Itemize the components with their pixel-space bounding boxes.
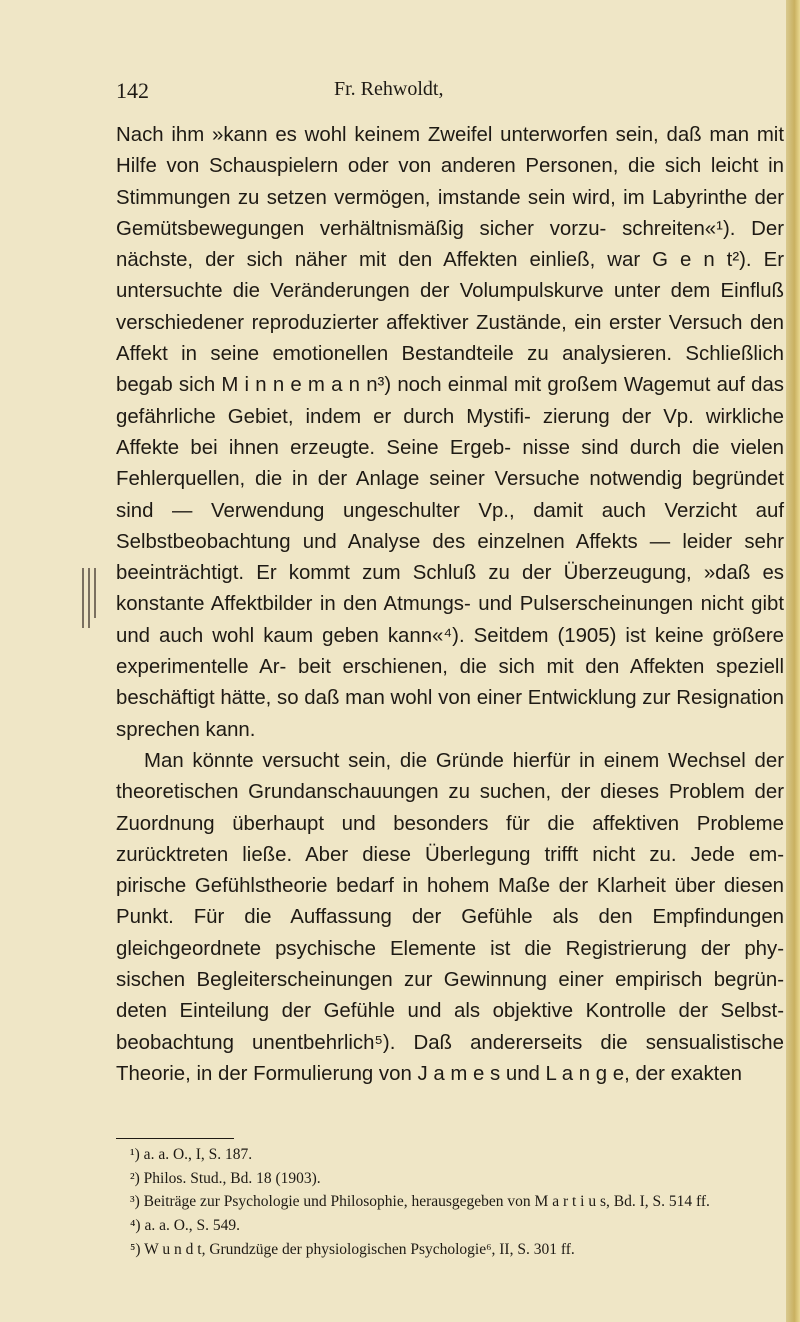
footnotes [116, 1143, 768, 1262]
page-number: 142 [116, 78, 149, 103]
footnote-4: ⁴) a. a. O., S. 549. [130, 1217, 241, 1235]
footnote-1: ¹) a. a. O., I, S. 187. [130, 1146, 253, 1163]
footnote-3: ³) Beiträge zur Psychologie und Philosophie, herausgegeben von M a r t i u s, Bd. I, S. 514 ff. [130, 1193, 710, 1211]
running-head: Fr. Rehwoldt, [334, 78, 444, 100]
paragraph-2: Man könnte versucht sein, die Gründe hierfür in einem Wechsel der theoretischen Grundanschauungen zu suchen, der dieses Problem der Zuordnung überhaupt und besonders für die affektiven Probleme zurücktreten ließe. Aber diese Überlegung trifft nicht zu. Jede em- pirische Gefühlstheorie bedarf in hohem Maße der Klarheit über diesen Punkt. Für die Auffassung der Gefühle als den Empfindungen gleichgeordnete psychische Elemente ist die Registrierung der phy- sischen Begleiterscheinungen zur Gewinnung einer empirisch begrün- deten Einteilung der Gefühle und als objektive Kontrolle der Selbst- beobachtung unentbehrlich⁵). Daß andererseits die sensualistische Theorie, in der Formulierung von J a m e s und L a n g e, der exakten [116, 749, 784, 1085]
page-header [116, 78, 740, 108]
footnote-2: ²) Philos. Stud., Bd. 18 (1903). [130, 1169, 321, 1187]
page-edge [786, 0, 800, 1322]
paragraph-1: Nach ihm »kann es wohl keinem Zweifel unterworfen sein, daß man mit Hilfe von Schauspielern oder von anderen Personen, die sich leicht in Stimmungen zu setzen vermögen, imstande sein wird, im Labyrinthe der Gemütsbewegungen verhältnismäßig sicher vorzu- schreiten«¹). Der nächste, der sich näher mit den Affekten einließ, war G e n t²). Er untersuchte die Veränderungen der Volumpulskurve unter dem Einfluß verschiedener reproduzierter affektiver Zustände, ein erster Versuch den Affekt in seine emotionellen Bestandteile zu analysieren. Schließlich begab sich M i n n e m a n n³) noch einmal mit großem Wagemut auf das gefährliche Gebiet, indem er durch Mystifi- zierung der Vp. wirkliche Affekte bei ihnen erzeugte. Seine Ergeb- nisse sind durch die vielen Fehlerquellen, die in der Anlage seiner Versuche notwendig begründet sind — Verwendung ungeschulter Vp., damit auch Verzicht auf Selbstbeobachtung und Analyse des einzelnen Affekts — leider sehr beeinträchtigt. Er kommt zum Schluß zu der Überzeugung, »daß es konstante Affektbilder in den Atmungs- und Pulserscheinungen nicht gibt und auch wohl kaum geben kann«⁴). Seitdem (1905) ist keine größere experimentelle Ar- beit erschienen, die sich mit den Affekten speziell beschäftigt hätte, so daß man wohl von einer Entwicklung zur Resignation sprechen kann. [116, 124, 784, 741]
body-text [116, 120, 784, 1090]
footnote-5: ⁵) W u n d t, Grundzüge der physiologischen Psychologie⁶, II, S. 301 ff. [130, 1240, 575, 1258]
footnote-rule [116, 1138, 234, 1139]
